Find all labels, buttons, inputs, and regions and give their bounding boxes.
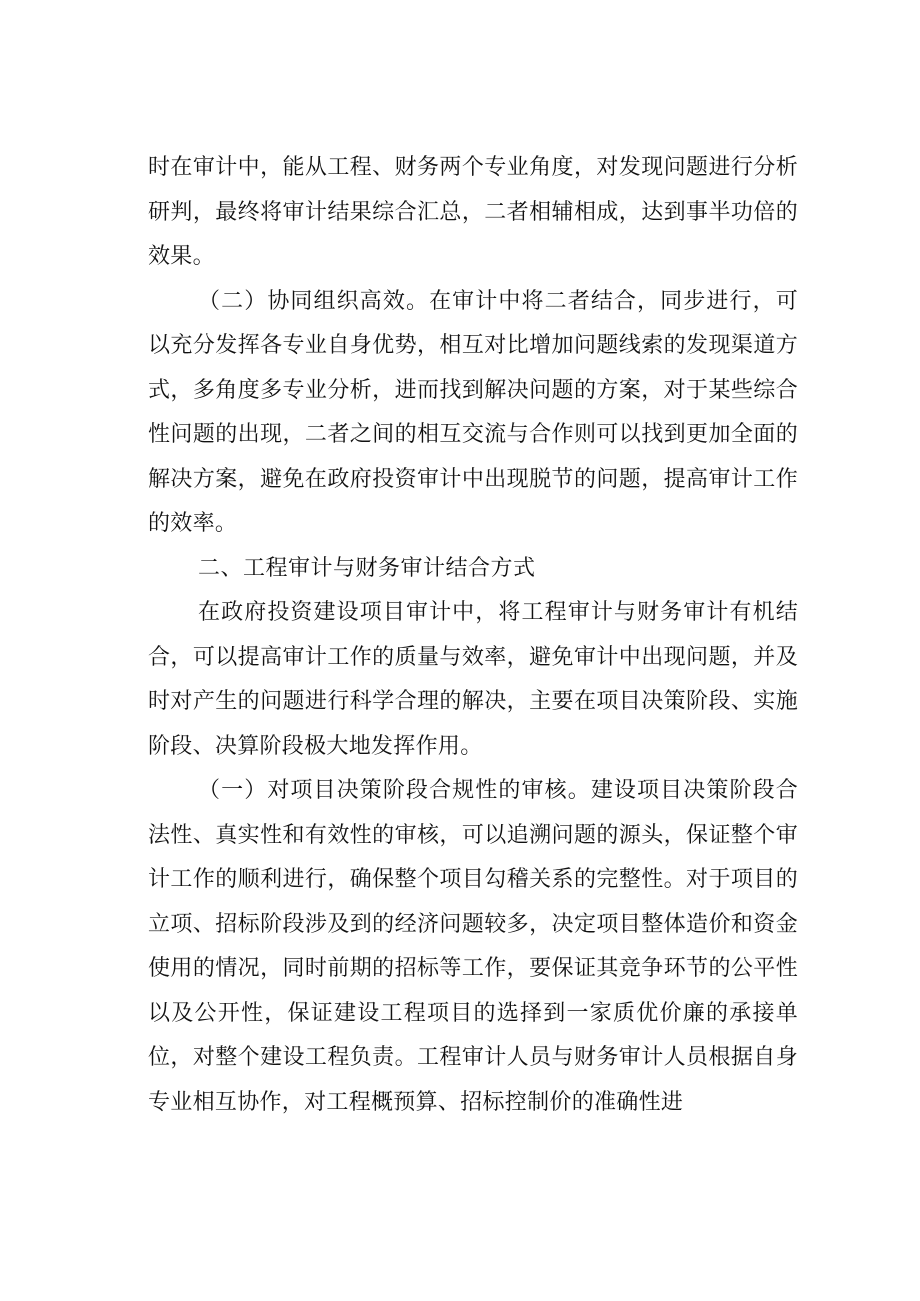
paragraph-decision-stage: （一）对项目决策阶段合规性的审核。建设项目决策阶段合法性、真实性和有效性的审核，可以追溯问题的源头，保证整个审计工作的顺利进行，确保整个项目勾稽关系的完整性。对于项目的立项、招标阶段涉及到的经济问题较多，决定项目整体造价和资金使用的情况，同时前期的招标等工作，要保证其竞争环节的公平性以及公开性，保证建设工程项目的选择到一家质优价廉的承接单位，对整个建设工程负责。工程审计人员与财务审计人员根据自身专业相互协作，对工程概预算、招标控制价的准确性进 (148, 778, 798, 1115)
document-page (148, 146, 798, 1125)
paragraph-intro: 在政府投资建设项目审计中，将工程审计与财务审计有机结合，可以提高审计工作的质量与效率，避免审计中出现问题，并及时对产生的问题进行科学合理的解决，主要在项目决策阶段、实施阶段、决算阶段极大地发挥作用。 (148, 600, 798, 759)
section-heading: 二、工程审计与财务审计结合方式 (198, 555, 536, 581)
paragraph-collaboration: （二）协同组织高效。在审计中将二者结合，同步进行，可以充分发挥各专业自身优势，相互对比增加问题线索的发现渠道方式，多角度多专业分析，进而找到解决问题的方案，对于某些综合性问题的出现，二者之间的相互交流与合作则可以找到更加全面的解决方案，避免在政府投资审计中出现脱节的问题，提高审计工作的效率。 (148, 288, 798, 536)
paragraph-continuation: 时在审计中，能从工程、财务两个专业角度，对发现问题进行分析研判，最终将审计结果综合汇总，二者相辅相成，达到事半功倍的效果。 (148, 155, 798, 269)
